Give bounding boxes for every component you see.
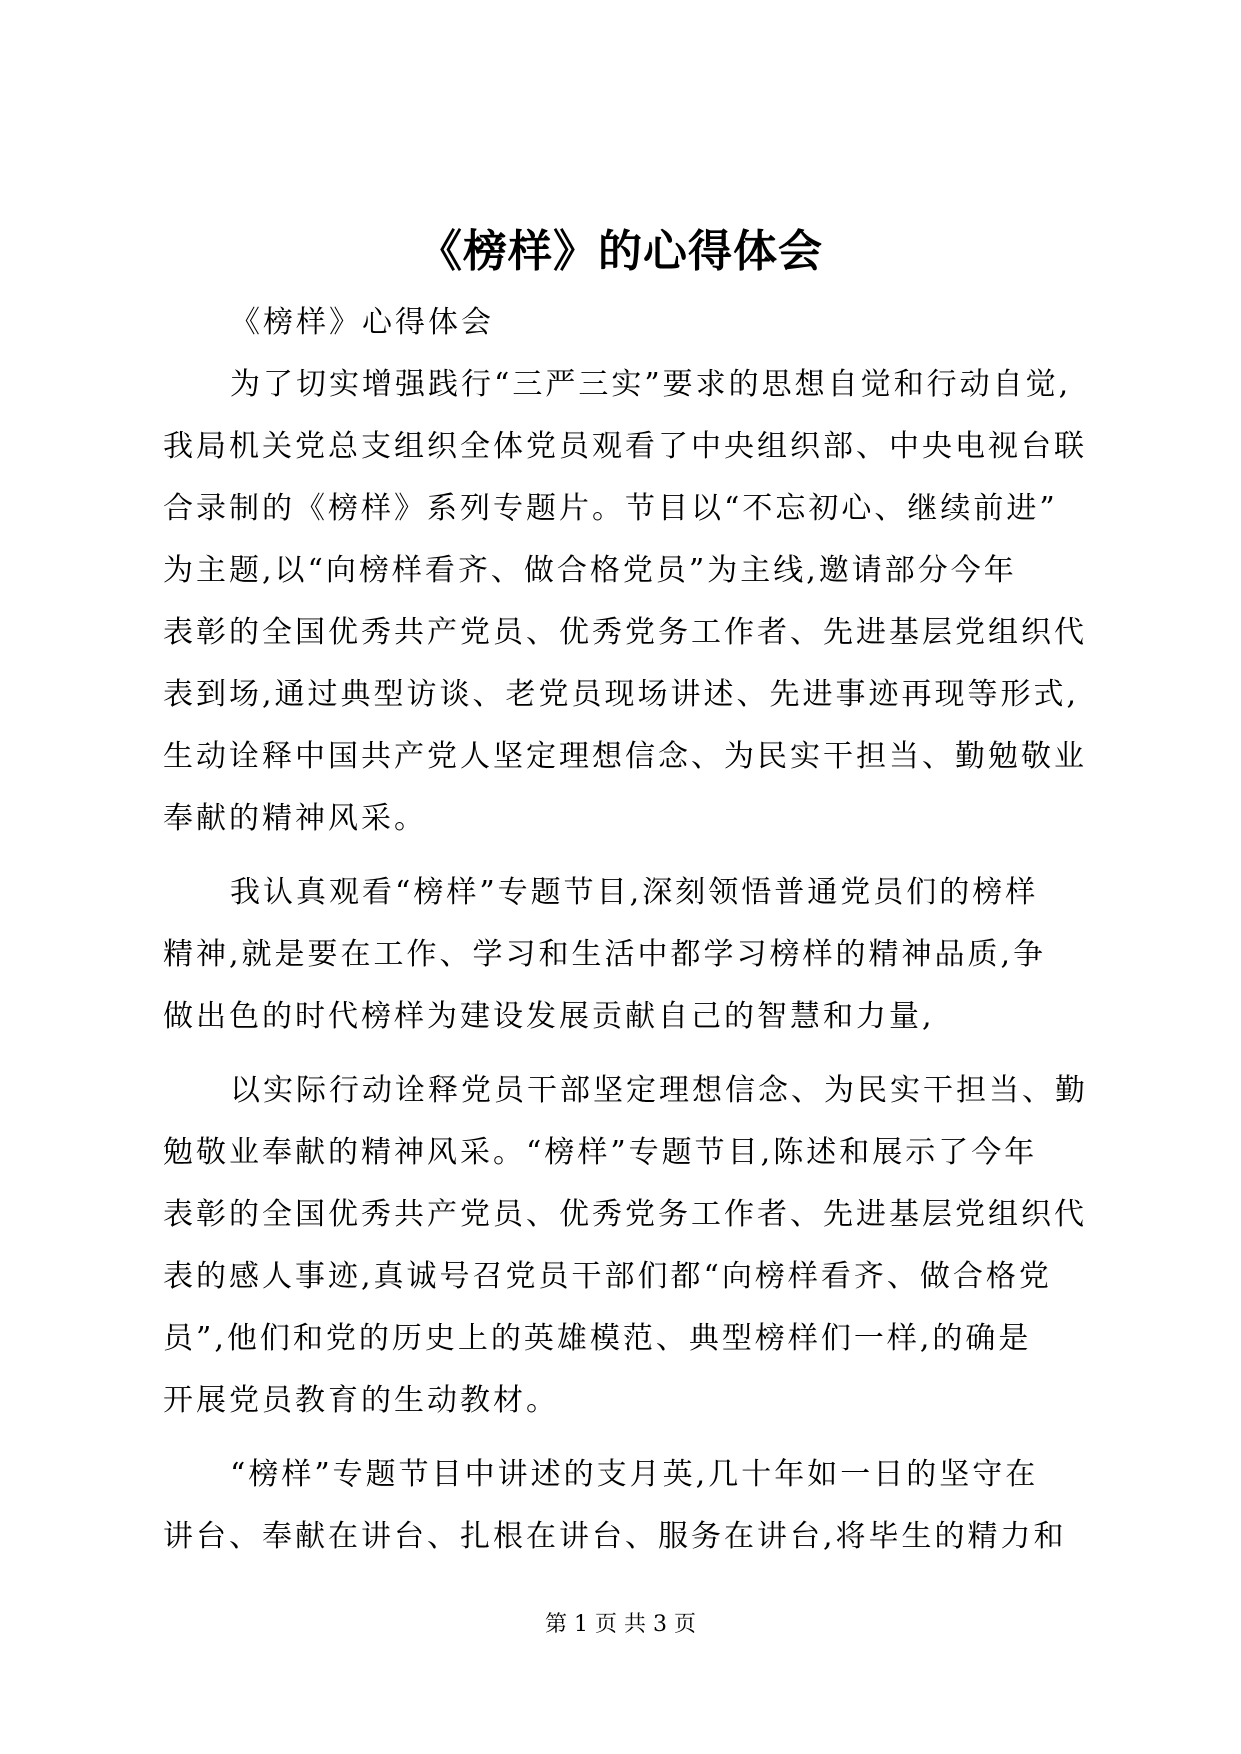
paragraph-1 <box>163 354 1087 850</box>
paragraph-line: 表彰的全国优秀共产党员、优秀党务工作者、先进基层党组织代 <box>163 1197 1087 1232</box>
paragraph-line: 表彰的全国优秀共产党员、优秀党务工作者、先进基层党组织代 <box>163 615 1087 650</box>
paragraph-line: “榜样”专题节目中讲述的支月英,几十年如一日的坚守在 <box>230 1457 1039 1492</box>
document-body <box>163 292 1088 1568</box>
paragraph-line: 精神,就是要在工作、学习和生活中都学习榜样的精神品质,争 <box>163 937 1047 972</box>
page-number-footer: 第 1 页 共 3 页 <box>545 1612 696 1637</box>
paragraph-line: 我认真观看“榜样”专题节目,深刻领悟普通党员们的榜样 <box>230 875 1039 910</box>
paragraph-line: 以实际行动诠释党员干部坚定理想信念、为民实干担当、勤 <box>230 1073 1088 1108</box>
paragraph-line: 表的感人事迹,真诚号召党员干部们都“向榜样看齐、做合格党 <box>163 1259 1052 1294</box>
paragraph-line: 为主题,以“向榜样看齐、做合格党员”为主线,邀请部分今年 <box>163 553 1017 588</box>
paragraph-4 <box>163 1444 1083 1568</box>
document-subtitle: 《榜样》心得体会 <box>230 305 494 340</box>
paragraph-line: 员”,他们和党的历史上的英雄模范、典型榜样们一样,的确是 <box>163 1321 1032 1356</box>
paragraph-line: 奉献的精神风采。 <box>163 801 427 836</box>
paragraph-2 <box>163 862 1083 1048</box>
paragraph-line: 开展党员教育的生动教材。 <box>163 1383 559 1418</box>
paragraph-line: 为了切实增强践行“三严三实”要求的思想自觉和行动自觉, <box>230 367 1072 402</box>
paragraph-line: 讲台、奉献在讲台、扎根在讲台、服务在讲台,将毕生的精力和 <box>163 1519 1067 1554</box>
paragraph-line: 我局机关党总支组织全体党员观看了中央组织部、中央电视台联 <box>163 429 1087 464</box>
paragraph-line: 表到场,通过典型访谈、老党员现场讲述、先进事迹再现等形式, <box>163 677 1080 712</box>
paragraph-line: 生动诠释中国共产党人坚定理想信念、为民实干担当、勤勉敬业 <box>163 739 1087 774</box>
paragraph-line: 勉敬业奉献的精神风采。“榜样”专题节目,陈述和展示了今年 <box>163 1135 1038 1170</box>
paragraph-3 <box>163 1060 1088 1432</box>
paragraph-line: 做出色的时代榜样为建设发展贡献自己的智慧和力量, <box>163 999 935 1034</box>
document-title: 《榜样》的心得体会 <box>418 226 823 277</box>
paragraph-line: 合录制的《榜样》系列专题片。节目以“不忘初心、继续前进” <box>163 491 1058 526</box>
